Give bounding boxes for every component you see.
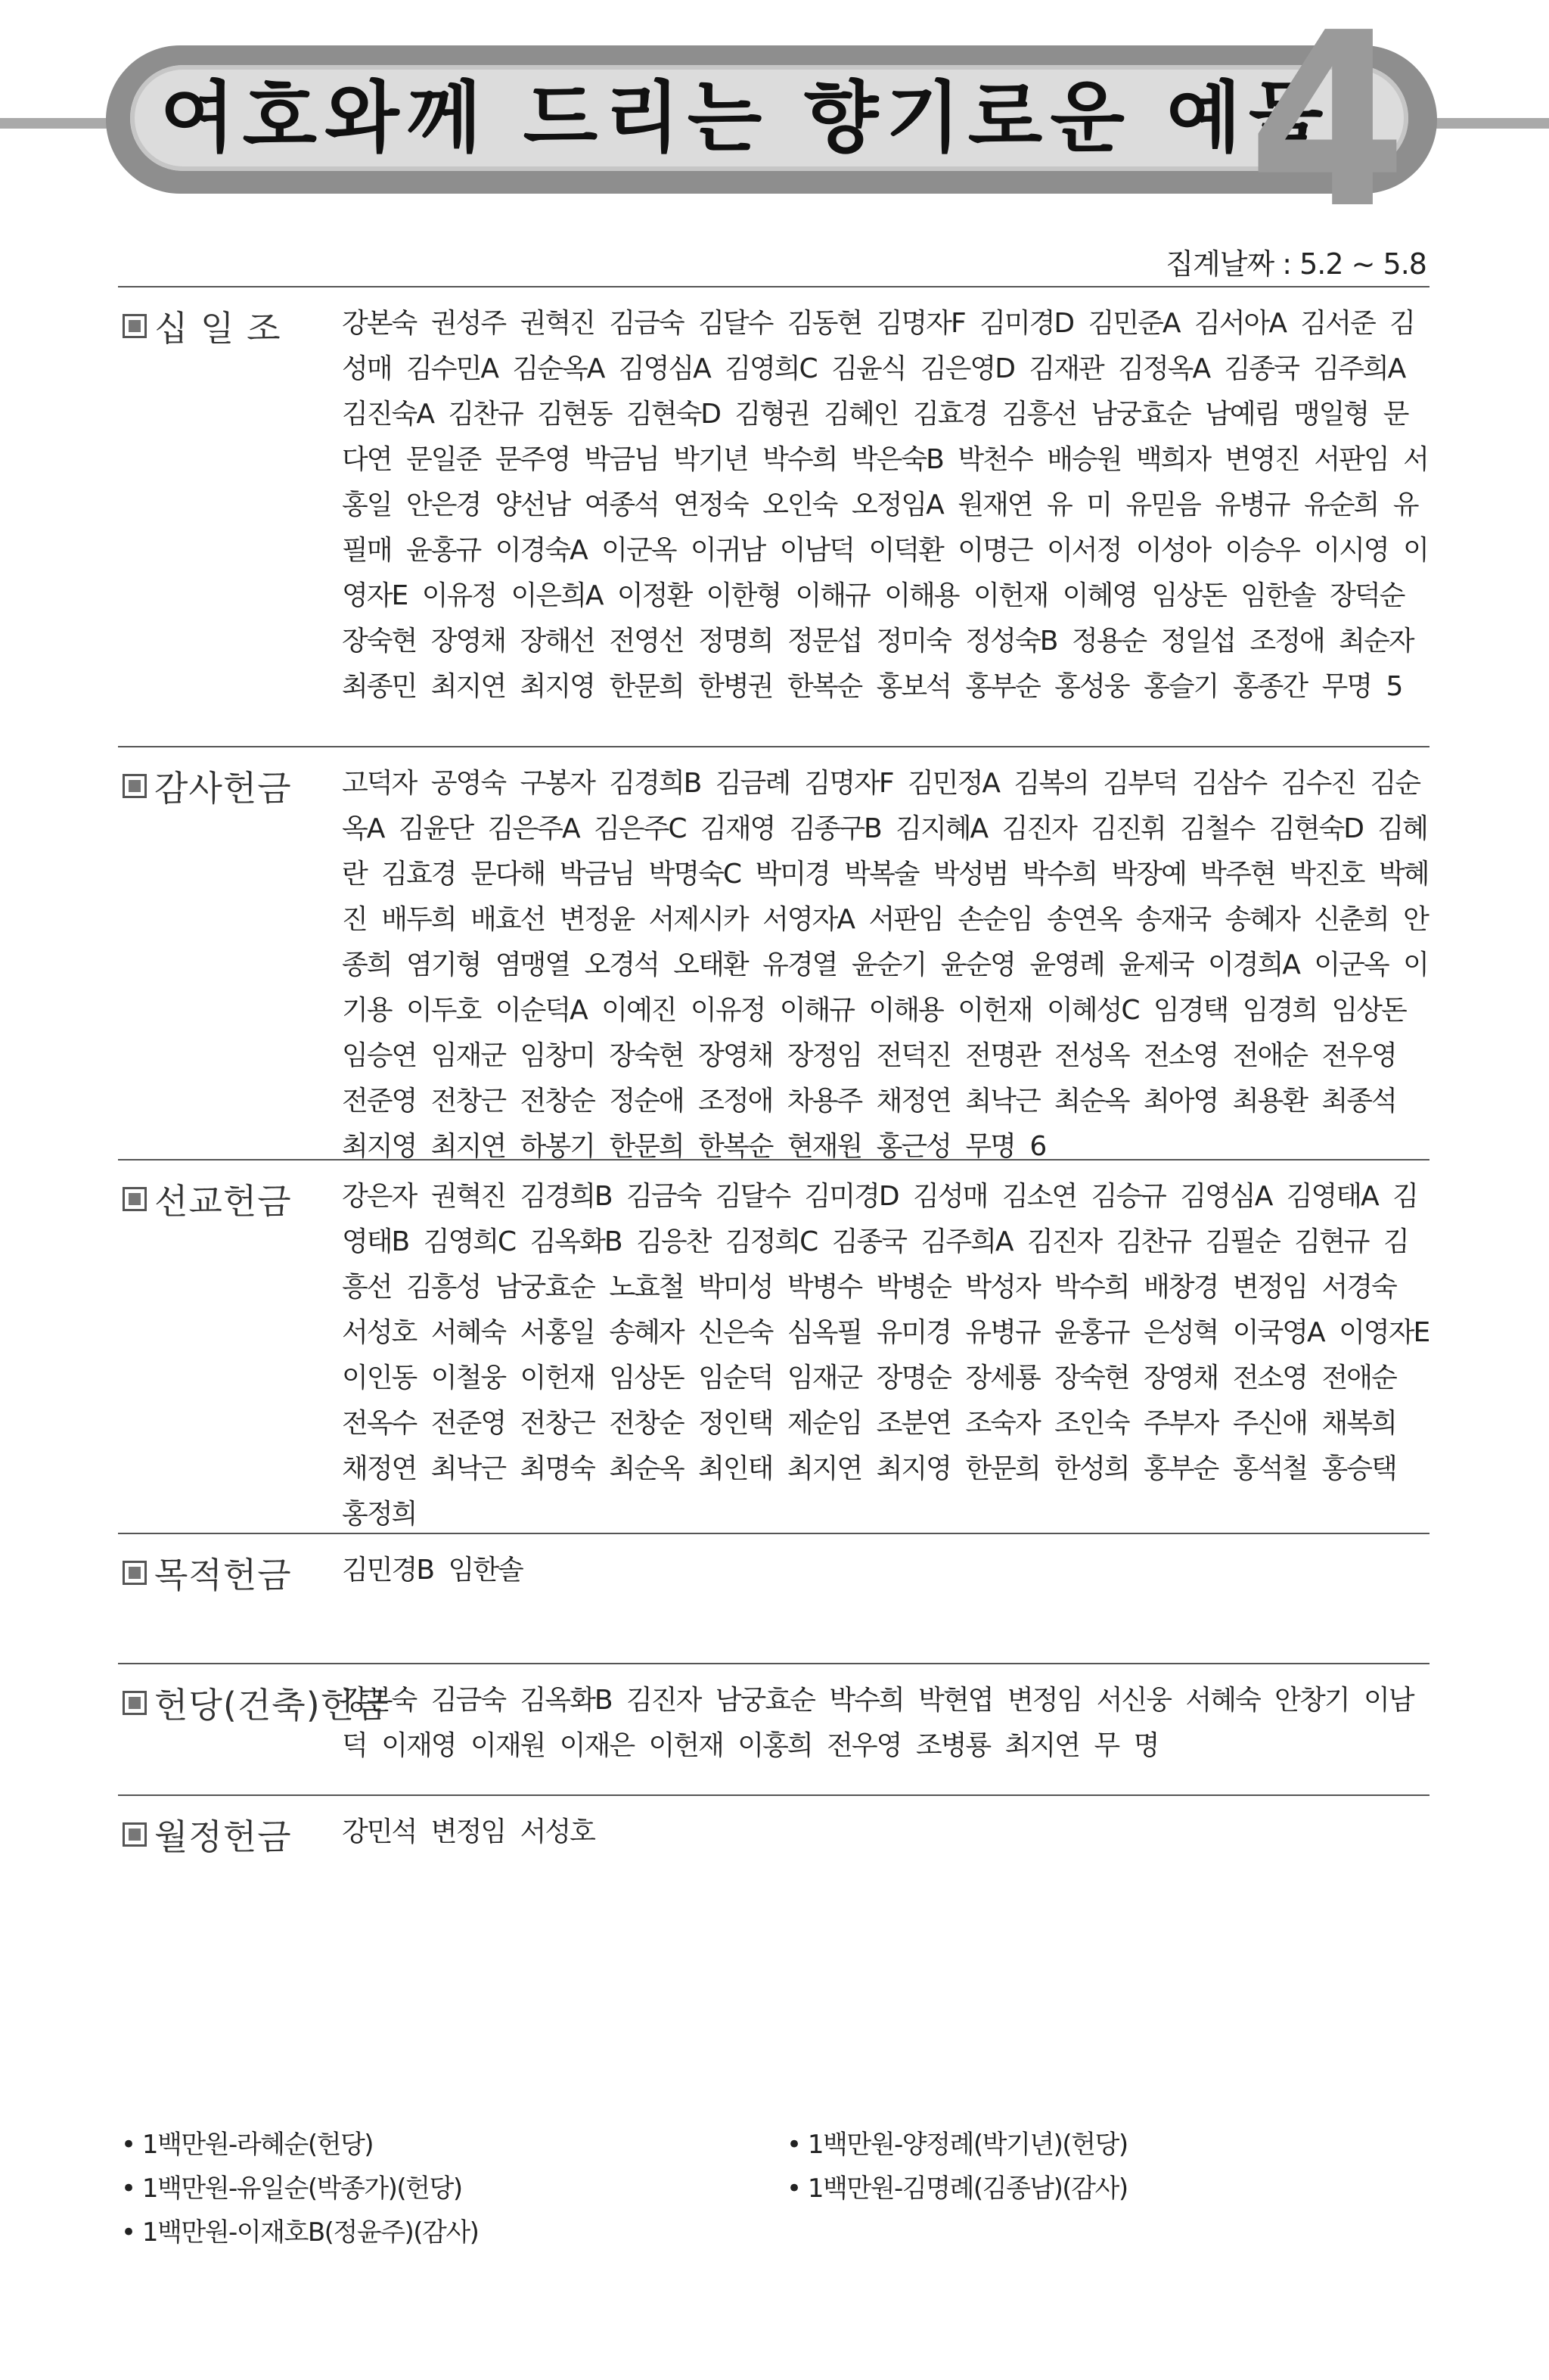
section-header	[123, 1548, 292, 1598]
special-gifts-left	[121, 2123, 478, 2254]
section-title: 목적헌금	[154, 1555, 292, 1595]
square-bullet-icon	[123, 774, 147, 798]
square-bullet-icon	[123, 1187, 147, 1211]
page-title: 여호와께 드리는 향기로운 예물	[160, 73, 1331, 163]
section-header	[123, 1810, 292, 1860]
section-names: 김민경B 임한솔	[342, 1555, 523, 1586]
page-number: 4	[1248, 0, 1408, 261]
section-purpose-offering	[118, 1533, 1429, 1663]
section-mission-offering	[118, 1159, 1429, 1531]
square-bullet-icon	[123, 314, 147, 338]
section-names: 강본숙 권성주 권혁진 김금숙 김달수 김동현 김명자F 김미경D 김민준A 김서아A 김서준 김성매 김수민A 김순옥A 김영심A 김영희C 김윤식 김은영D 김재관 김정옥A 김종국 김주희A 김진숙A 김찬규 김현동 김현숙D 김형권 김혜인 김효경 김흥선 남궁효순 남예림 맹일형 문다연 문일준 문주영 박금님 박기년 박수희 박은숙B 박천수 배승원 백희자 변영진 서판임 서홍일 안은경 양선남 여종석 연정숙 오인숙 오정임A 원재연 유 미 유믿음 유병규 유순희 유필매 윤홍규 이경숙A 이군옥 이귀남 이남덕 이덕환 이명근 이서정 이성아 이승우 이시영 이영자E 이유정 이은희A 이정환 이한형 이해규 이해용 이헌재 이혜영 임상돈 임한솔 장덕순 장숙현 장영채 장해선 전영선 정명희 정문섭 정미숙 정성숙B 정용순 정일섭 조정애 최순자 최종민 최지연 최지영 한문희 한병권 한복순 홍보석 홍부순 홍성웅 홍슬기 홍종간 무명 5	[342, 308, 1428, 702]
section-title: 감사헌금	[154, 768, 292, 809]
section-title: 선교헌금	[154, 1181, 292, 1222]
section-thanks-offering	[118, 746, 1429, 1162]
section-names: 고덕자 공영숙 구봉자 김경희B 김금례 김명자F 김민정A 김복의 김부덕 김삼수 김수진 김순옥A 김윤단 김은주A 김은주C 김재영 김종구B 김지혜A 김진자 김진휘 김철수 김현숙D 김혜란 김효경 문다해 박금님 박명숙C 박미경 박복술 박성범 박수희 박장예 박주현 박진호 박혜진 배두희 배효선 변정윤 서제시카 서영자A 서판임 손순임 송연옥 송재국 송혜자 신춘희 안종희 염기형 염맹열 오경석 오태환 유경열 윤순기 윤순영 윤영례 윤제국 이경희A 이군옥 이기용 이두호 이순덕A 이예진 이유정 이해규 이해용 이헌재 이혜성C 임경택 임경희 임상돈 임승연 임재군 임창미 장숙현 장영채 장정임 전덕진 전명관 전성옥 전소영 전애순 전우영 전준영 전창근 전창순 정순애 조정애 차용주 채정연 최낙근 최순옥 최아영 최용환 최종석 최지영 최지연 하봉기 한문희 한복순 현재원 홍근성 무명 6	[342, 768, 1429, 1162]
section-names: 강은자 권혁진 김경희B 김금숙 김달수 김미경D 김성매 김소연 김승규 김영심A 김영태A 김영태B 김영희C 김옥화B 김응찬 김정희C 김종국 김주희A 김진자 김찬규 김필순 김현규 김흥선 김흥성 남궁효순 노효철 박미성 박병수 박병순 박성자 박수희 배창경 변정임 서경숙 서성호 서혜숙 서홍일 송혜자 신은숙 심옥필 유미경 유병규 윤홍규 은성혁 이국영A 이영자E 이인동 이철웅 이헌재 임상돈 임순덕 임재군 장명순 장세룡 장숙현 장영채 전소영 전애순 전옥수 전준영 전창근 전창순 정인택 제순임 조분연 조숙자 조인숙 주부자 주신애 채복희 채정연 최낙근 최명숙 최순옥 최인태 최지연 최지영 한문희 한성희 홍부순 홍석철 홍승택 홍정희	[342, 1181, 1429, 1530]
section-names: 강민석 변정임 서성호	[342, 1816, 594, 1847]
date-range: 집계날짜 : 5.2 ~ 5.8	[1166, 247, 1426, 281]
square-bullet-icon	[123, 1561, 147, 1585]
section-header	[123, 761, 292, 811]
gift-item: • 1백만원-김명례(김종남)(감사)	[787, 2167, 1128, 2211]
special-gifts-right	[787, 2123, 1128, 2211]
gift-item: • 1백만원-유일순(박종가)(헌당)	[121, 2167, 478, 2211]
square-bullet-icon	[123, 1691, 147, 1715]
section-building-offering	[118, 1663, 1429, 1793]
square-bullet-icon	[123, 1822, 147, 1847]
section-monthly-offering	[118, 1794, 1429, 1925]
section-title: 월정헌금	[154, 1816, 292, 1857]
section-header	[123, 301, 281, 351]
section-names: 강본숙 김금숙 김옥화B 김진자 남궁효순 박수희 박현엽 변정임 서신웅 서혜숙 안창기 이남덕 이재영 이재원 이재은 이헌재 이홍희 전우영 조병룡 최지연 무 명	[342, 1685, 1414, 1761]
section-title: 헌당(건축)헌금	[154, 1685, 390, 1726]
section-title: 십 일 조	[154, 308, 281, 349]
section-tithe	[118, 286, 1429, 741]
gift-item: • 1백만원-양정례(박기년)(헌당)	[787, 2123, 1128, 2167]
gift-item: • 1백만원-이재호B(정윤주)(감사)	[121, 2211, 478, 2254]
gift-item: • 1백만원-라혜순(헌당)	[121, 2123, 478, 2167]
section-header	[123, 1174, 292, 1224]
